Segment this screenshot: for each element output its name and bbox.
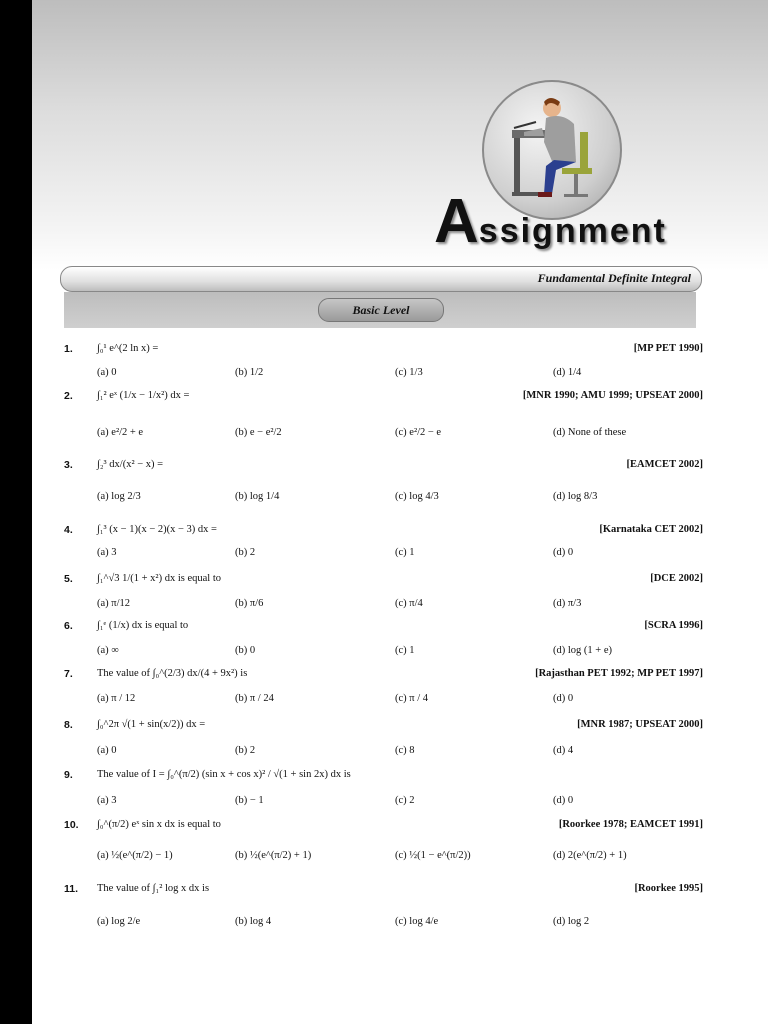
- option-c: (c) 2: [395, 795, 415, 806]
- option-b: (b) π/6: [235, 598, 264, 609]
- option-a: (a) 3: [97, 547, 117, 558]
- option-a: (a) 0: [97, 745, 117, 756]
- option-c: (c) ½(1 − e^(π/2)): [395, 850, 471, 861]
- option-a: (a) π / 12: [97, 693, 136, 704]
- option-a: (a) log 2/e: [97, 916, 141, 927]
- option-c: (c) 1: [395, 645, 415, 656]
- question-text: The value of ∫₀^(2/3) dx/(4 + 9x²) is: [97, 668, 248, 679]
- option-d: (d) π/3: [553, 598, 582, 609]
- question-text: ∫₂³ dx/(x² − x) =: [97, 459, 164, 470]
- question-source: [EAMCET 2002]: [626, 459, 703, 470]
- option-b: (b) − 1: [235, 795, 264, 806]
- option-d: (d) 4: [553, 745, 574, 756]
- question-text: ∫₁² eˣ (1/x − 1/x²) dx =: [97, 390, 190, 401]
- option-a: (a) log 2/3: [97, 491, 141, 502]
- question-number: 10.: [64, 819, 79, 831]
- option-b: (b) 1/2: [235, 367, 264, 378]
- option-a: (a) ∞: [97, 645, 119, 656]
- option-d: (d) 0: [553, 693, 574, 704]
- option-d: (d) log 2: [553, 916, 590, 927]
- option-c: (c) log 4/e: [395, 916, 439, 927]
- question-number: 5.: [64, 573, 73, 585]
- option-b: (b) 2: [235, 745, 256, 756]
- option-a: (a) e²/2 + e: [97, 427, 144, 438]
- question-source: [MP PET 1990]: [633, 343, 703, 354]
- option-c: (c) π/4: [395, 598, 423, 609]
- option-c: (c) e²/2 − e: [395, 427, 442, 438]
- question-source: [MNR 1987; UPSEAT 2000]: [577, 719, 703, 730]
- question-source: [Karnataka CET 2002]: [599, 524, 703, 535]
- option-c: (c) 1/3: [395, 367, 423, 378]
- option-c: (c) log 4/3: [395, 491, 439, 502]
- option-b: (b) ½(e^(π/2) + 1): [235, 850, 312, 861]
- question-number: 11.: [64, 883, 79, 895]
- question-text: ∫₁^√3 1/(1 + x²) dx is equal to: [97, 573, 221, 584]
- question-source: [Roorkee 1978; EAMCET 1991]: [558, 819, 703, 830]
- question-text: ∫₁ᵉ (1/x) dx is equal to: [97, 620, 189, 631]
- question-source: [Rajasthan PET 1992; MP PET 1997]: [535, 668, 703, 679]
- question-number: 7.: [64, 668, 73, 680]
- title-initial: A: [434, 187, 479, 256]
- title-rest: ssignment: [478, 212, 667, 250]
- option-a: (a) 3: [97, 795, 117, 806]
- level-band: [64, 292, 696, 328]
- question-text: The value of I = ∫₀^(π/2) (sin x + cos x)² / √(1 + sin 2x) dx is: [97, 769, 351, 780]
- question-number: 2.: [64, 390, 73, 402]
- option-a: (a) π/12: [97, 598, 130, 609]
- left-margin-strip: [0, 0, 32, 1024]
- question-text: ∫₀^2π √(1 + sin(x/2)) dx =: [97, 719, 206, 730]
- option-a: (a) ½(e^(π/2) − 1): [97, 850, 173, 861]
- level-badge: Basic Level: [318, 298, 444, 322]
- option-c: (c) 1: [395, 547, 415, 558]
- option-d: (d) 2(e^(π/2) + 1): [553, 850, 627, 861]
- question-text: ∫₀^(π/2) eˣ sin x dx is equal to: [97, 819, 221, 830]
- question-source: [Roorkee 1995]: [634, 883, 703, 894]
- option-d: (d) 0: [553, 795, 574, 806]
- option-b: (b) log 4: [235, 916, 272, 927]
- option-c: (c) π / 4: [395, 693, 428, 704]
- page: [32, 0, 768, 1024]
- option-b: (b) π / 24: [235, 693, 274, 704]
- question-number: 4.: [64, 524, 73, 536]
- question-text: ∫₁³ (x − 1)(x − 2)(x − 3) dx =: [97, 524, 217, 535]
- option-d: (d) None of these: [553, 427, 627, 438]
- assignment-title: [434, 186, 667, 257]
- option-d: (d) 0: [553, 547, 574, 558]
- option-a: (a) 0: [97, 367, 117, 378]
- option-b: (b) e − e²/2: [235, 427, 282, 438]
- question-number: 1.: [64, 343, 73, 355]
- option-d: (d) 1/4: [553, 367, 582, 378]
- question-number: 6.: [64, 620, 73, 632]
- question-text: The value of ∫₁² log x dx is: [97, 883, 210, 894]
- question-source: [MNR 1990; AMU 1999; UPSEAT 2000]: [522, 390, 703, 401]
- question-source: [SCRA 1996]: [644, 620, 703, 631]
- question-source: [DCE 2002]: [650, 573, 703, 584]
- option-d: (d) log 8/3: [553, 491, 598, 502]
- option-b: (b) log 1/4: [235, 491, 280, 502]
- question-number: 9.: [64, 769, 73, 781]
- question-number: 3.: [64, 459, 73, 471]
- chapter-banner: [60, 266, 702, 292]
- chapter-title: Fundamental Definite Integral: [537, 271, 691, 285]
- option-b: (b) 2: [235, 547, 256, 558]
- option-d: (d) log (1 + e): [553, 645, 612, 656]
- option-c: (c) 8: [395, 745, 415, 756]
- question-text: ∫₀¹ e^(2 ln x) =: [97, 343, 159, 354]
- question-number: 8.: [64, 719, 73, 731]
- option-b: (b) 0: [235, 645, 256, 656]
